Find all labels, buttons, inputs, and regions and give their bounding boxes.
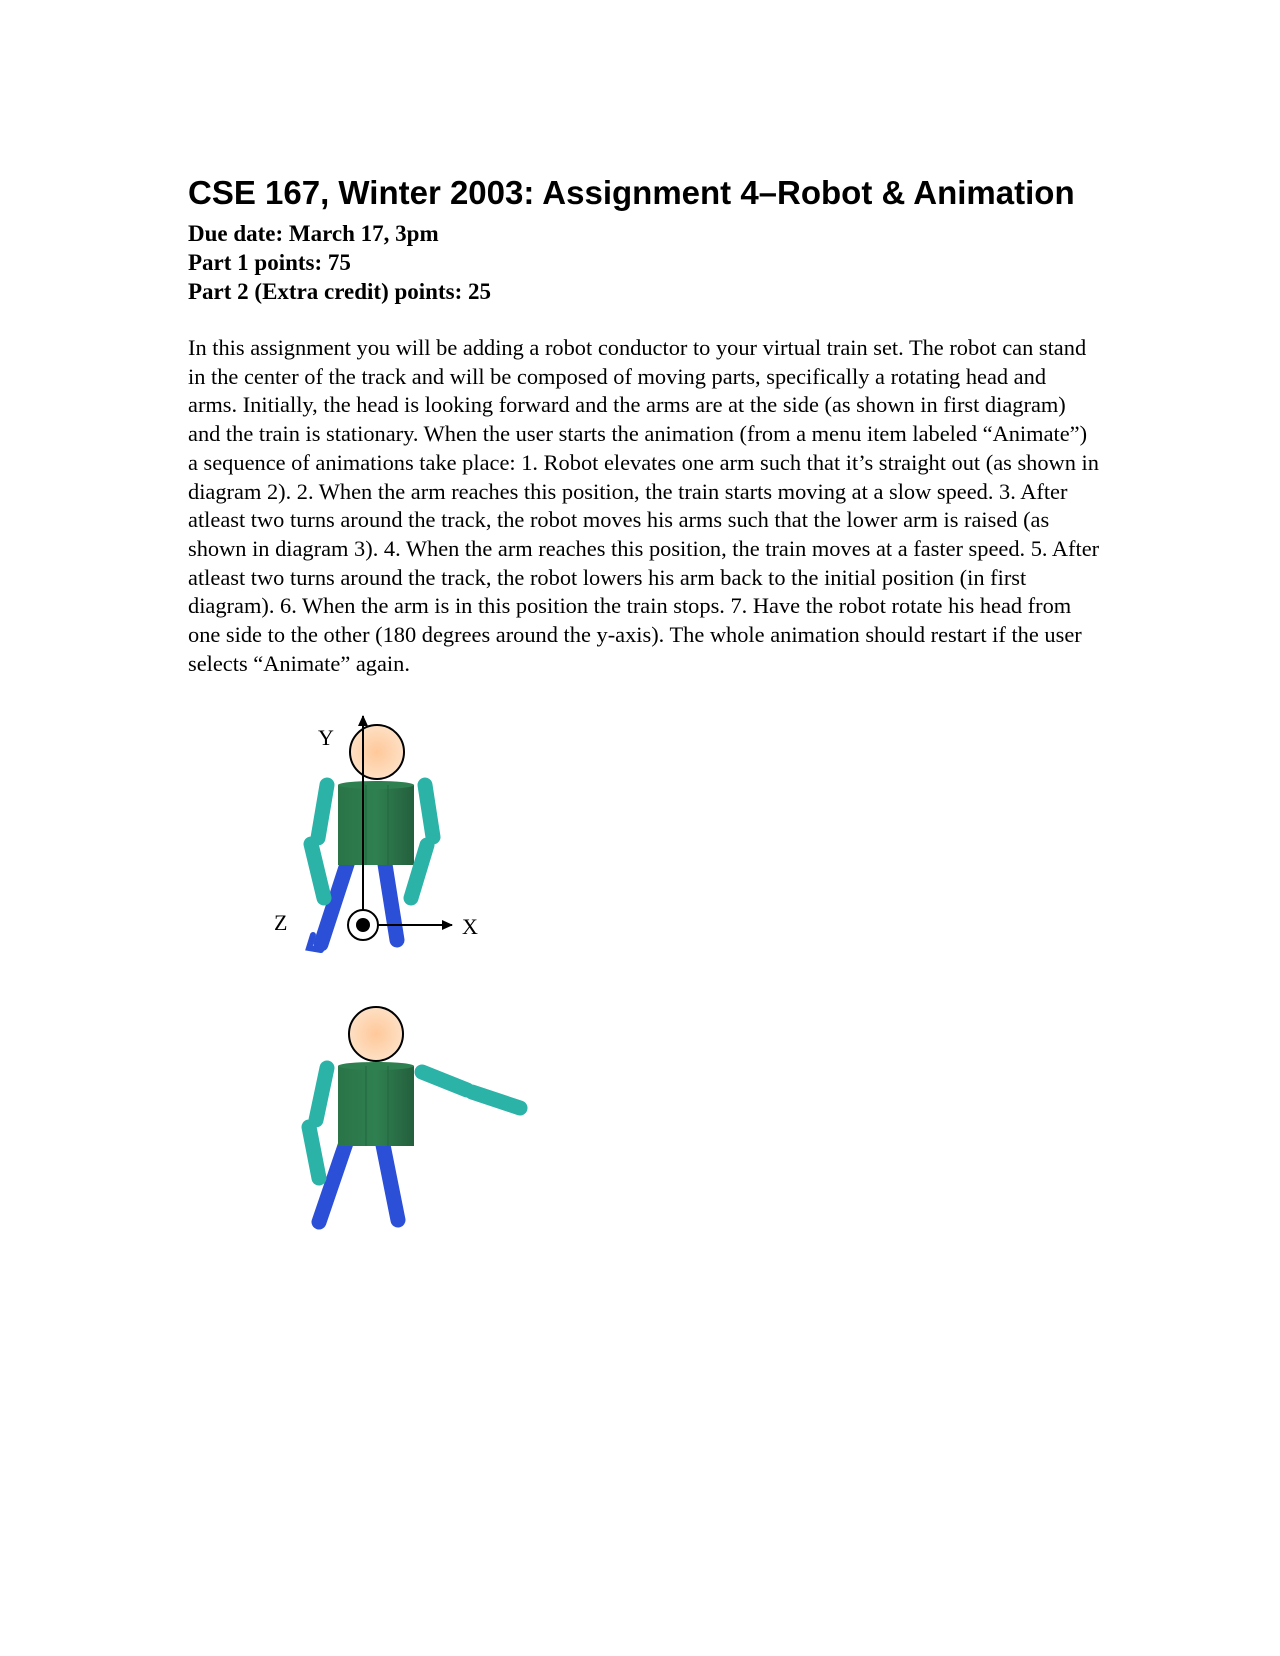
- part2-points: Part 2 (Extra credit) points: 25: [188, 279, 491, 304]
- torso: [338, 781, 414, 865]
- assignment-description: In this assignment you will be adding a robot conductor to your virtual train set. The robot can stand in the center of the track and will be composed of moving parts, specifically a rotating head and arms. Initially, the head is looking forward and the arms are at the side (as shown in first diagram) and the train is stationary. When the user starts the animation (from a menu item labeled “Animate”) a sequence of animations take place: 1. Robot elevates one arm such that it’s straight out (as shown in diagram 2). 2. When the arm reaches this position, the train starts moving at a slow speed. 3. After atleast two turns around the track, the robot moves his arms such that the lower arm is raised (as shown in diagram 3). 4. When the arm reaches this position, the train moves at a faster speed. 5. After atleast two turns around the track, the robot lowers his arm back to the initial position (in first diagram). 6. When the arm is in this position the train stops. 7. Have the robot rotate his head from one side to the other (180 degrees around the y-axis). The whole animation should restart if the user selects “Animate” again.: [188, 335, 1100, 676]
- due-date: Due date: March 17, 3pm: [188, 221, 439, 246]
- right-arm: [411, 785, 433, 898]
- left-arm: [309, 1068, 327, 1178]
- left-arm: [311, 785, 327, 898]
- z-axis-dot: [356, 918, 370, 932]
- y-axis-label: Y: [318, 725, 334, 750]
- torso: [338, 1062, 414, 1146]
- z-axis-label: Z: [274, 910, 288, 935]
- robot-diagram-2: [309, 1007, 520, 1222]
- head: [350, 725, 404, 779]
- assignment-title: CSE 167, Winter 2003: Assignment 4–Robot & Animation: [188, 174, 1075, 211]
- right-leg: [384, 858, 397, 940]
- right-arm-raised: [422, 1072, 520, 1108]
- head: [349, 1007, 403, 1061]
- part1-points: Part 1 points: 75: [188, 250, 351, 275]
- robot-diagram-1: [274, 716, 478, 950]
- x-axis-label: X: [462, 914, 478, 939]
- right-leg: [382, 1140, 398, 1220]
